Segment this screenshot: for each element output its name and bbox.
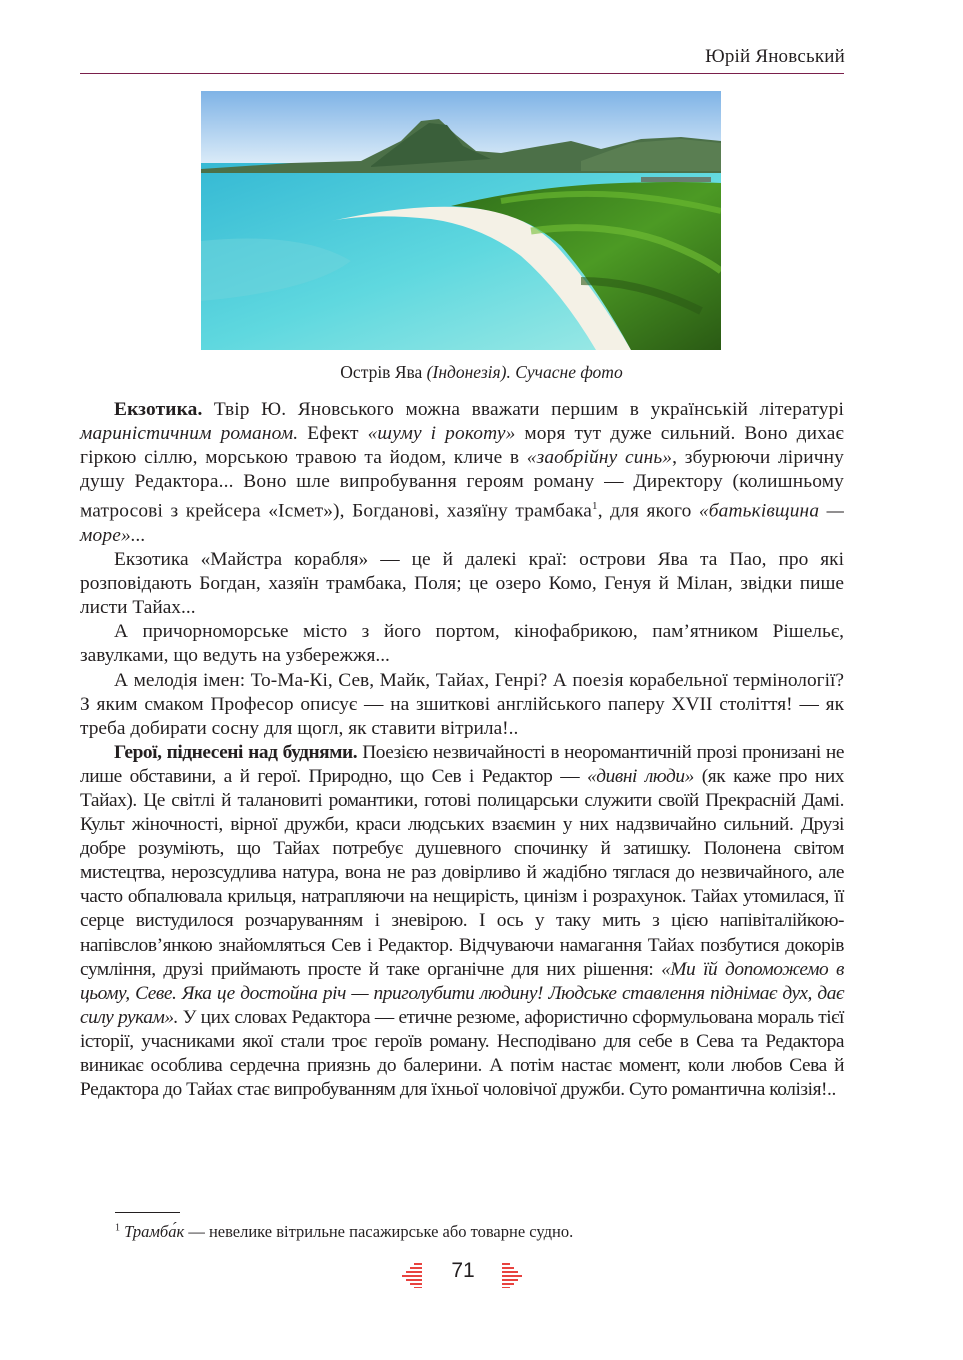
italic-quote: «Ми їй допоможемо в цьому, Севе. Яка це достойна річ — приголубити людину! Людське ставлення піднімає дух, дає силу рукам». (80, 958, 844, 1028)
footnote-marker: 1 (592, 500, 598, 513)
main-text (80, 398, 844, 1102)
text-run: моря тут дуже сильний. Воно дихає гіркою сіллю, морською травою та йодом, кличе в (80, 423, 844, 469)
caption-text: Острів Ява (340, 362, 427, 382)
page-number: 71 (451, 1259, 475, 1282)
italic-quote: «батьківщина — море»... (80, 500, 844, 546)
text-run: У цих словах Редактора — етичне резюме, афористично сформульована мораль тієї історії, учасниками якої стали троє героїв роману. Несподівано для себе в Сева та Редактора виникає особлива сердечна приязнь до балерини. А потім настає момент, коли любов Сева й Редактора до Тайах стає випробуванням для їхньої чоловічої дружби. Суто романтична колізія!.. (80, 1006, 844, 1101)
caption-italic: (Індонезія). Сучасне фото (426, 362, 623, 382)
text-run: Ефект (298, 423, 368, 445)
photo-caption (0, 362, 963, 383)
footnote-text: — невелике вітрильне пасажирське або товарне судно. (184, 1222, 574, 1241)
paragraph-exotics (80, 398, 844, 548)
section-heading-exotics: Екзотика. (114, 399, 203, 420)
footnote-number: 1 (115, 1222, 120, 1234)
paragraph-port-city: А причорноморське місто з його портом, кінофабрикою, пам’ятником Рішельє, завулками, що ведуть на узбережжя... (80, 621, 844, 667)
paragraph-names-melody: А мелодія імен: То-Ма-Кі, Сев, Майк, Тайах, Генрі? А поезія корабельної термінології? З яким смаком Професор описує — на зшиткові англійського паперу XVII століття! — як треба добирати сосну для щогл, як ставити вітрила!.. (80, 669, 844, 739)
paragraph-heroes (80, 741, 844, 1102)
text-run: , збурюючи ліричну душу Редактора... Воно шле випробування героям роману — Директору (колишньому матросові з крейсера «Ісмет»), Богданові, хазяїну трамбака (80, 447, 844, 522)
running-head-author: Юрій Яновський (705, 46, 845, 67)
header-rule (80, 73, 844, 74)
paragraph-exotic-lands: Екзотика «Майстра корабля» — це й далекі краї: острови Ява та Пао, про які розповідають Богдан, хазяїн трамбака, Поля; це озеро Комо, Генуя й Мілан, звідки пише листи Тайах... (80, 549, 844, 619)
text-run: Твір Ю. Яновського можна вважати першим в українській літературі (202, 399, 844, 420)
section-heading-heroes: Герої, піднесені над буднями. (114, 741, 358, 763)
italic-term: мариністичним романом. (80, 423, 299, 445)
italic-quote: «шуму і рокоту» (367, 423, 516, 445)
page-ornament-left-icon (400, 1262, 422, 1288)
footnote-term: Трамба́к (124, 1222, 185, 1241)
footnote-rule (115, 1212, 180, 1213)
italic-quote: «заобрійну синь» (526, 447, 673, 469)
island-photo (201, 91, 721, 350)
text-run: , для якого (597, 500, 699, 522)
footnote (115, 1222, 573, 1242)
page-ornament-right-icon (502, 1262, 524, 1288)
italic-quote: «дивні люди» (587, 765, 694, 787)
text-run: (як каже про них Тайах). Це світлі й талановиті романтики, готові полицарськи служити своїй Прекрасній Дамі. Культ жіночності, вірної дружби, краси людських взаємин у них надзвичайно сильний. Друзі добре розуміють, що Тайах потребує душевного спочинку й затишку. Полонена світом мистецтва, нерозсудлива натура, вона не раз довірливо й жадібно тяглася до незвичайного, але часто обпалювала крильця, натрапляючи на нещирість, цинізм і розрахунок. Тайах утомилася, її серце вистудилося розчаруванням і зневірою. І ось у таку мить з цією напівіталійкою-напівслов’янкою знайомляться Сев і Редактор. Відчуваючи намагання Тайах позбутися докорів сумління, друзі приймають просте й таке органічне для них рішення: (80, 765, 845, 980)
text-run: Поезією незвичайності в неоромантичній прозі пронизані не лише обставини, а й герої. Природно, що Сев і Редактор — (80, 741, 845, 787)
